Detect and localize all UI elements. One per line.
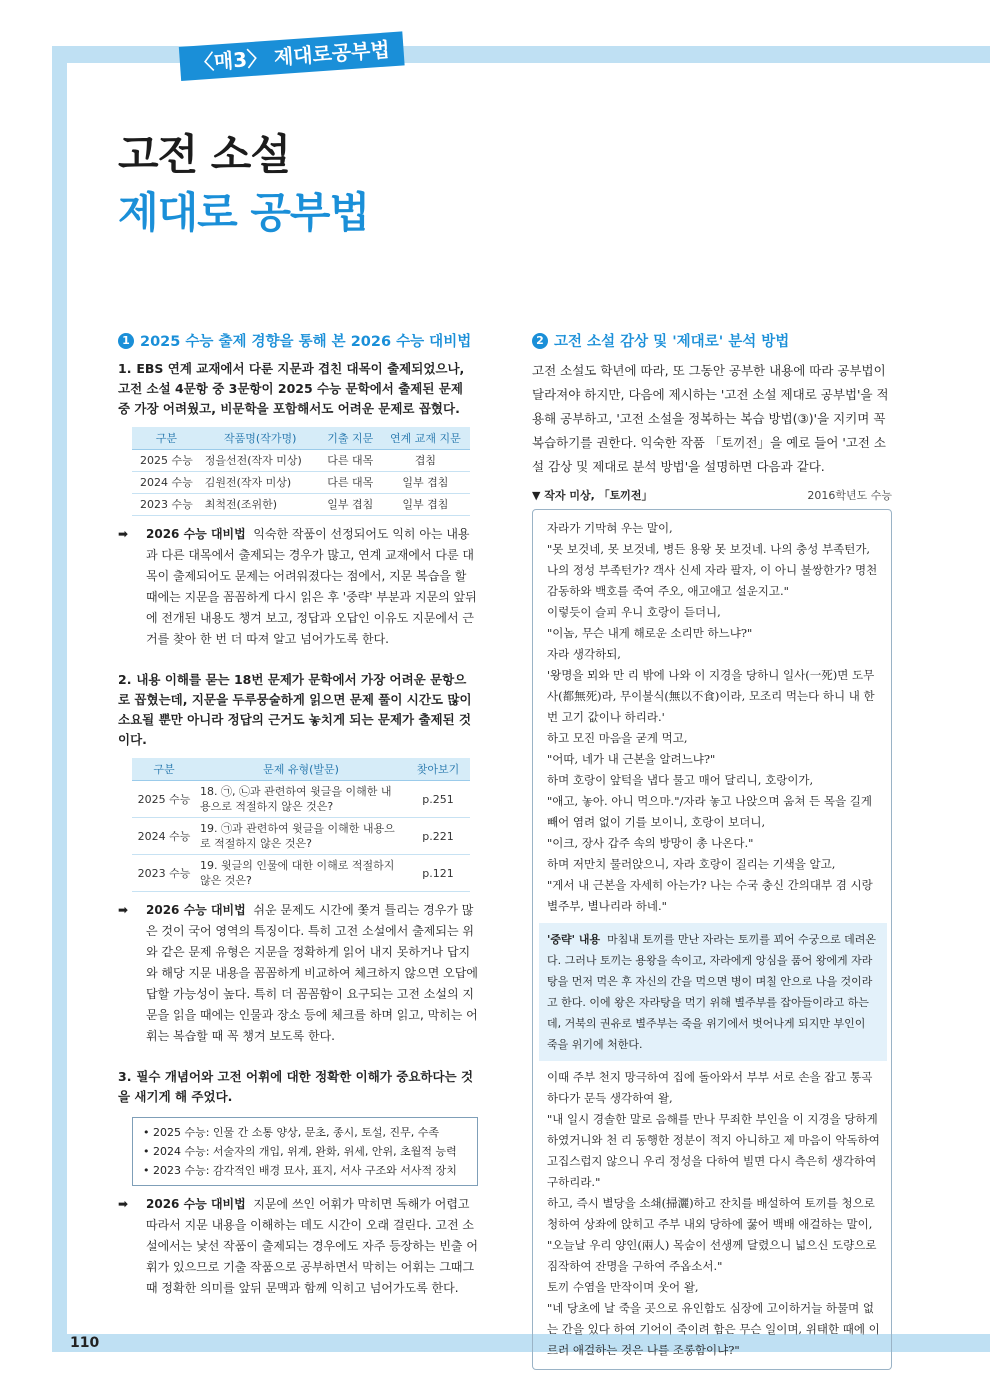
item3-strategy <box>118 1194 478 1299</box>
vocab-line: • 2024 수능: 서술자의 개입, 위계, 완화, 위세, 안위, 초월적 능력 <box>143 1145 457 1158</box>
item2-strategy <box>118 900 478 1047</box>
source-year: 2016학년도 수능 <box>807 489 892 502</box>
strategy-text: 쉬운 문제도 시간에 쫓겨 틀리는 경우가 많은 것이 국어 영역의 특징이다. 특히 고전 소설에서 출제되는 위와 같은 문제 유형은 지문을 정확하게 읽어 내지 못하거나 답지와 해당 지문 내용을 꼼꼼하게 비교하여 체크하지 않으면 오답에 답할 가능성이 높다. 특히 더 꼼꼼함이 요구되는 고전 소설의 지문을 읽을 때에는 인물과 장소 등에 체크를 하며 읽고, 막히는 어휘는 복습할 때 꼭 챙겨 보도록 한다. <box>146 903 478 1043</box>
table-row <box>132 781 470 818</box>
frame-left-bar <box>52 46 67 1352</box>
section2-heading <box>532 330 892 351</box>
arrow-right-icon: ➡ <box>118 527 129 541</box>
item1-text <box>118 359 478 419</box>
table-header: 구분 <box>132 427 201 450</box>
table-cell: 2024 수능 <box>132 472 201 494</box>
vocab-line: • 2025 수능: 인물 간 소통 양상, 문초, 종시, 토설, 진무, 수족 <box>143 1126 440 1139</box>
passage-line: 이렇듯이 슬피 우니 호랑이 듣더니, <box>547 605 721 619</box>
passage-line: 자라가 기막혀 우는 말이, <box>547 521 673 535</box>
vocab-line: • 2023 수능: 감각적인 배경 묘사, 표지, 서사 구조와 서사적 장치 <box>143 1164 457 1177</box>
summary-label: '중략' 내용 <box>547 933 601 946</box>
right-column <box>532 330 892 1370</box>
item1 <box>118 359 478 650</box>
passage-line: 자라 생각하되, <box>547 647 621 661</box>
table-cell: 겹침 <box>381 450 470 472</box>
item3-text <box>118 1067 478 1107</box>
passage-line: 토끼 수염을 만작이며 웃어 왈, <box>547 1280 699 1294</box>
table-cell: 19. 윗글의 인물에 대한 이해로 적절하지 않은 것은? <box>196 855 406 892</box>
item1-body: EBS 연계 교재에서 다룬 지문과 겹친 대목이 출제되었으나, 고전 소설 4문항 중 3문항이 2025 수능 문학에서 출제된 문제 중 가장 어려웠고, 비문학을 포함해서도 어려운 문제로 꼽혔다. <box>118 361 465 416</box>
passage-line: 하고 모진 마음을 굳게 먹고, <box>547 731 688 745</box>
passage-line: '왕명을 뫼와 만 리 밖에 나와 이 지경을 당하니 일사(一死)면 도무사(都無死)라, 무이불식(無以不食)이라, 모조리 먹는다 하니 내 한번 고기 값이나 하리라.' <box>547 668 875 724</box>
table-cell: 일부 겹침 <box>381 494 470 516</box>
item2-body: 내용 이해를 묻는 18번 문제가 문학에서 가장 어려운 문항으로 꼽혔는데, 지문을 두루뭉술하게 읽으면 문제 풀이 시간도 많이 소요될 뿐만 아니라 정답의 근거도 놓치게 되는 문제가 출제된 것이다. <box>118 672 472 747</box>
strategy-label: 2026 수능 대비법 <box>146 903 246 917</box>
item2-num: 2. <box>118 672 132 687</box>
header-tag: 〈매3〉 제대로공부법 <box>179 31 405 81</box>
passage-line: "이크, 장사 갑주 속의 방망이 총 나온다." <box>547 836 754 850</box>
passage-line: "내 일시 경솔한 말로 음해를 만나 무죄한 부인을 이 지경을 당하게 하였거니와 천 리 동행한 정분이 적지 아니하고 제 마음이 악독하여 고집스럽지 않으니 우리 정성을 다하여 빌면 다시 측은히 생각하여 구하리라." <box>547 1112 880 1189</box>
table-cell: 일부 겹침 <box>381 472 470 494</box>
section1-number: 1 <box>118 333 134 349</box>
item3-num: 3. <box>118 1069 132 1084</box>
omitted-summary <box>539 923 887 1061</box>
table-header: 구분 <box>132 758 196 781</box>
arrow-right-icon: ➡ <box>118 903 129 917</box>
table-row <box>132 855 470 892</box>
table-cell: 2025 수능 <box>132 781 196 818</box>
table-cell: 2023 수능 <box>132 855 196 892</box>
passage-line: "못 보것네, 못 보것네, 병든 용왕 못 보것네. 나의 충성 부족턴가, 나의 정성 부족턴가? 객사 신세 자라 팔자, 이 아니 불쌍한가? 명천 감동하와 백호를 죽여 주오, 애고애고 설운지고." <box>547 542 878 598</box>
item3-vocab-box <box>132 1117 478 1186</box>
passage-box <box>532 509 892 1370</box>
table-header: 작품명(작가명) <box>201 427 320 450</box>
section1-title: 2025 수능 출제 경향을 통해 본 2026 수능 대비법 <box>140 334 472 350</box>
page-title-line1: 고전 소설 <box>118 130 290 179</box>
summary-text: 마침내 토끼를 만난 자라는 토끼를 꾀어 수궁으로 데려온다. 그러나 토끼는 용왕을 속이고, 자라에게 앙심을 품어 왕에게 자라탕을 먼저 먹은 후 자신의 간을 먹으면 병이 며칠 안으로 나을 것이라고 한다. 이에 왕은 자라탕을 먹기 위해 별주부를 잡아들이라고 하는데, 거북의 권유로 별주부는 죽을 위기에서 벗어나게 되지만 부인이 죽을 위기에 처한다. <box>547 933 876 1051</box>
passage-line: "이놈, 무슨 내게 해로운 소리만 하느냐?" <box>547 626 753 640</box>
strategy-text: 익숙한 작품이 선정되어도 익히 아는 내용과 다른 대목에서 출제되는 경우가 많고, 연계 교재에서 다룬 대목이 출제되어도 문제는 어려워졌다는 점에서, 지문 복습을 할 때에는 지문을 꼼꼼하게 다시 읽은 후 '중략' 부분과 지문의 앞뒤에 전개된 내용도 챙겨 보고, 정답과 오답인 이유도 지문에서 근거를 찾아 한 번 더 따져 알고 넘어가도록 한다. <box>146 527 477 646</box>
table-row <box>132 818 470 855</box>
table-cell: 김원전(작자 미상) <box>201 472 320 494</box>
passage-line: 하며 저만치 물러앉으니, 자라 호랑이 질리는 기색을 알고, <box>547 857 836 871</box>
table-cell: 2025 수능 <box>132 450 201 472</box>
item3-body: 필수 개념어와 고전 어휘에 대한 정확한 이해가 중요하다는 것을 새기게 해 주었다. <box>118 1069 474 1104</box>
section1-heading <box>118 330 478 351</box>
table-cell: 2023 수능 <box>132 494 201 516</box>
item2 <box>118 670 478 1047</box>
item3 <box>118 1067 478 1299</box>
arrow-right-icon: ➡ <box>118 1197 129 1211</box>
strategy-label: 2026 수능 대비법 <box>146 527 246 541</box>
page-number: 110 <box>70 1335 100 1351</box>
passage-line: 이때 주부 천지 망극하여 집에 돌아와서 부부 서로 손을 잡고 통곡하다가 문득 생각하여 왈, <box>547 1070 873 1105</box>
source-label: ▼ 작자 미상, 「토끼전」 <box>532 489 653 502</box>
passage-line: "어따, 네가 내 근본을 알려느냐?" <box>547 752 716 766</box>
table-cell: 최척전(조위한) <box>201 494 320 516</box>
passage-line: "애고, 놓아. 아니 먹으마."/자라 놓고 나앉으며 움쳐 든 목을 길게 빼어 염려 없이 기를 보이니, 호랑이 보더니, <box>547 794 872 829</box>
item1-table <box>132 427 470 516</box>
table-row <box>132 450 470 472</box>
item1-strategy <box>118 524 478 650</box>
table-cell: 2024 수능 <box>132 818 196 855</box>
table-header: 기출 지문 <box>320 427 381 450</box>
passage-line: "오늘날 우리 양인(兩人) 목숨이 선생께 달렸으니 넓으신 도량으로 짐작하여 잔명을 구하여 주옵소서." <box>547 1238 877 1273</box>
table-cell: 정을선전(작자 미상) <box>201 450 320 472</box>
table-row <box>132 472 470 494</box>
page-title-line2: 제대로 공부법 <box>118 188 370 237</box>
passage-line: 하며 호랑이 앞턱을 냅다 물고 매어 달리니, 호랑이가, <box>547 773 814 787</box>
passage-line: 하고, 즉시 별당을 소쇄(掃灑)하고 잔치를 배설하여 토끼를 청으로 청하여 상좌에 앉히고 주부 내외 당하에 꿇어 백배 애걸하는 말이, <box>547 1196 875 1231</box>
passage-line: "게서 내 근본을 자세히 아는가? 나는 수국 충신 간의대부 겸 시랑 별주부, 별나리라 하네." <box>547 878 873 913</box>
table-cell: 19. ㉠과 관련하여 윗글을 이해한 내용으로 적절하지 않은 것은? <box>196 818 406 855</box>
left-column <box>118 330 478 1299</box>
source-line <box>532 487 892 503</box>
table-cell: 일부 겹침 <box>320 494 381 516</box>
item2-text <box>118 670 478 750</box>
item1-num: 1. <box>118 361 132 376</box>
table-cell: 18. ㉠, ㉡과 관련하여 윗글을 이해한 내용으로 적절하지 않은 것은? <box>196 781 406 818</box>
table-header: 문제 유형(발문) <box>196 758 406 781</box>
table-cell: 다른 대목 <box>320 450 381 472</box>
table-header: 찾아보기 <box>406 758 470 781</box>
section2-intro: 고전 소설도 학년에 따라, 또 그동안 공부한 내용에 따라 공부법이 달라져야 하지만, 다음에 제시하는 '고전 소설 제대로 공부법'을 적용해 공부하고, '고전 소설을 정복하는 복습 방법(③)'을 지키며 꼭 복습하기를 권한다. 익숙한 작품 「토끼전」을 예로 들어 '고전 소설 감상 및 제대로 분석 방법'을 설명하면 다음과 같다. <box>532 363 889 474</box>
section2-title: 고전 소설 감상 및 '제대로' 분석 방법 <box>554 334 790 350</box>
table-cell: p.251 <box>406 781 470 818</box>
item2-table <box>132 758 470 892</box>
table-row <box>132 494 470 516</box>
table-cell: p.221 <box>406 818 470 855</box>
table-header: 연계 교재 지문 <box>381 427 470 450</box>
strategy-label: 2026 수능 대비법 <box>146 1197 246 1211</box>
section2-number: 2 <box>532 333 548 349</box>
table-cell: p.121 <box>406 855 470 892</box>
table-cell: 다른 대목 <box>320 472 381 494</box>
strategy-text: 지문에 쓰인 어휘가 막히면 독해가 어렵고 따라서 지문 내용을 이해하는 데도 시간이 오래 걸린다. 고전 소설에서는 낯선 작품이 출제되는 경우에도 자주 등장하는 빈출 어휘가 있으므로 기출 작품으로 공부하면서 막히는 어휘는 그때그때 정확한 의미를 앞뒤 문맥과 함께 익히고 넘어가도록 한다. <box>146 1197 478 1295</box>
passage-line: "네 당초에 날 죽을 곳으로 유인함도 심장에 고이하거늘 하물며 없는 간을 있다 하여 기어이 죽이려 함은 무슨 일이며, 위태한 때에 이르러 애걸하는 것은 나를 조롱함이냐?" <box>547 1301 880 1357</box>
